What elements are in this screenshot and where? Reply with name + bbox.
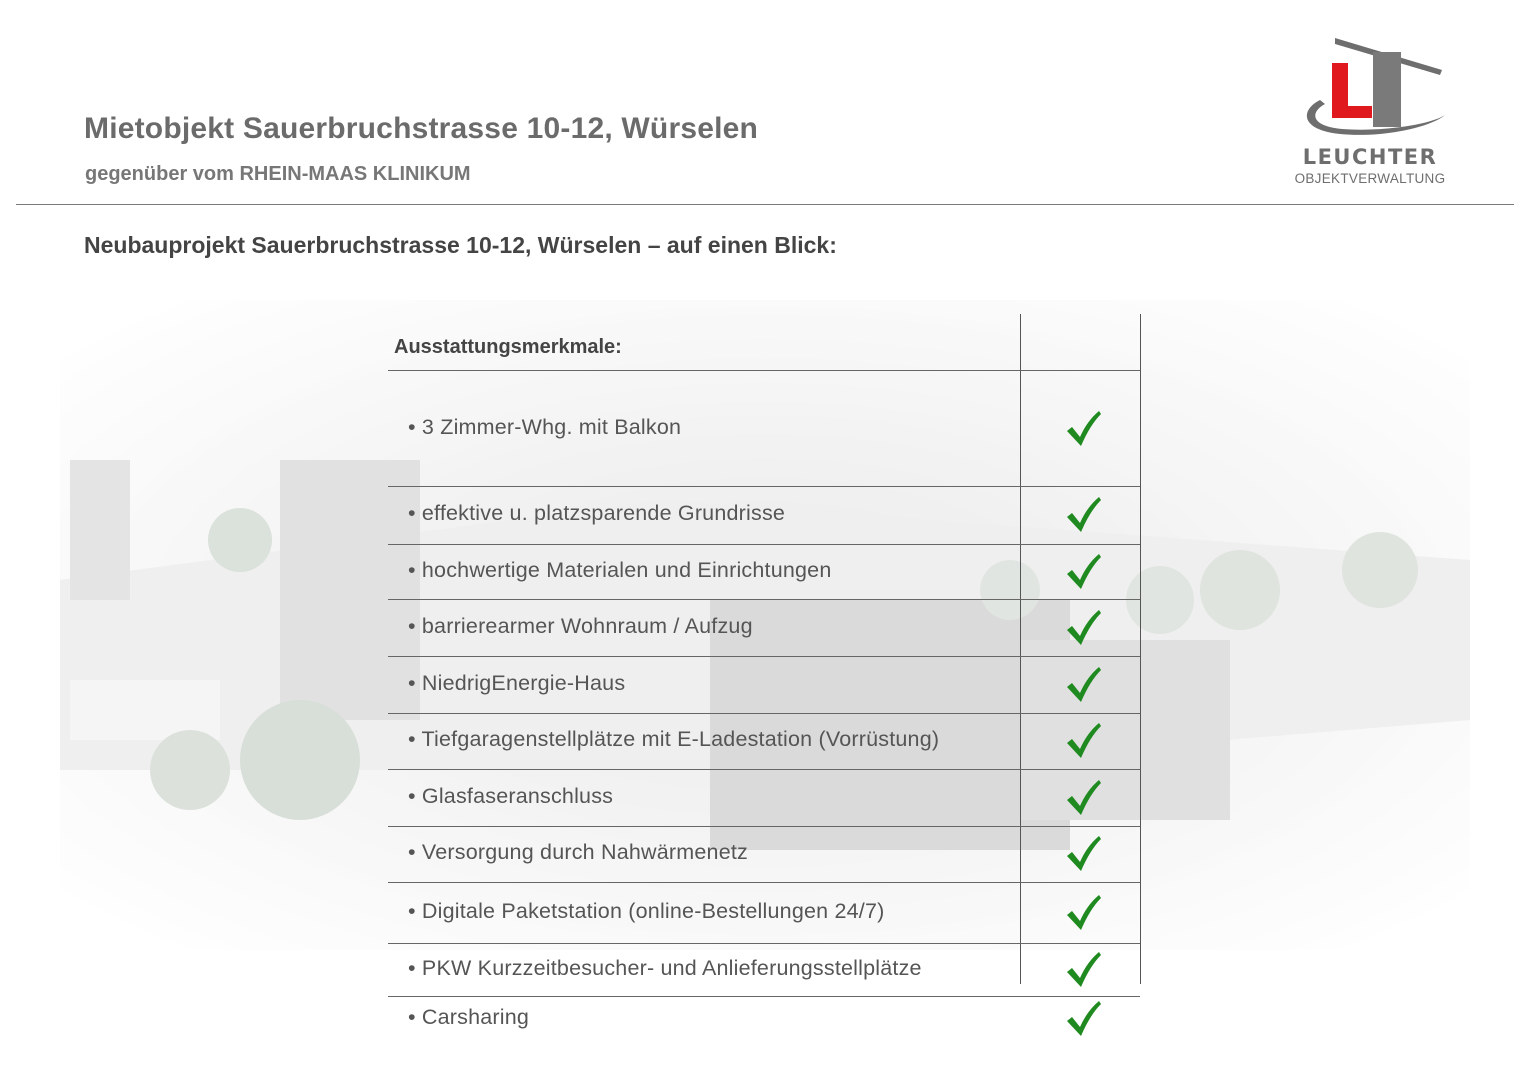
checkmark-icon <box>1063 721 1103 761</box>
checkmark-icon <box>1063 778 1103 818</box>
checkmark-icon <box>1063 665 1103 705</box>
row-divider <box>388 656 1140 657</box>
checkmark-icon <box>1063 893 1103 933</box>
checkmark-icon <box>1063 999 1103 1039</box>
column-divider <box>1020 314 1021 984</box>
checkmark-icon <box>1063 495 1103 535</box>
feature-label: • Carsharing <box>408 1005 530 1029</box>
logo-wordmark: LEUCHTER <box>1302 145 1438 169</box>
checkmark-icon <box>1063 608 1103 648</box>
row-divider <box>388 599 1140 600</box>
feature-label: • barrierearmer Wohnraum / Aufzug <box>408 613 753 638</box>
checkmark-icon <box>1063 552 1103 592</box>
features-table <box>388 314 1143 1029</box>
row-divider <box>388 943 1140 944</box>
row-divider <box>388 713 1140 714</box>
row-divider <box>388 544 1140 545</box>
feature-label: • hochwertige Materialen und Einrichtungen <box>408 557 832 582</box>
table-right-border <box>1140 314 1141 984</box>
checkmark-icon <box>1063 950 1103 990</box>
header-row-divider <box>388 370 1140 371</box>
checkmark-icon <box>1063 834 1103 874</box>
row-divider <box>388 882 1140 883</box>
feature-label: • 3 Zimmer-Whg. mit Balkon <box>408 415 682 439</box>
row-divider <box>388 826 1140 827</box>
feature-label: • PKW Kurzzeitbesucher- und Anlieferungsstellplätze <box>408 955 922 980</box>
feature-label: • Digitale Paketstation (online-Bestellungen 24/7) <box>408 898 885 923</box>
feature-label: • effektive u. platzsparende Grundrisse <box>408 501 786 525</box>
header-divider <box>16 204 1514 205</box>
table-header: Ausstattungsmerkmale: <box>394 336 622 358</box>
feature-label: • Versorgung durch Nahwärmenetz <box>408 840 748 864</box>
checkmark-icon <box>1063 409 1103 449</box>
logo-tagline: OBJEKTVERWALTUNG <box>1294 171 1446 186</box>
page-subtitle: gegenüber vom RHEIN-MAAS KLINIKUM <box>85 163 471 185</box>
feature-label: • Glasfaseranschluss <box>408 783 614 808</box>
row-divider <box>388 996 1140 997</box>
section-title: Neubauprojekt Sauerbruchstrasse 10-12, Würselen – auf einen Blick: <box>84 232 837 258</box>
row-divider <box>388 486 1140 487</box>
row-divider <box>388 769 1140 770</box>
feature-label: • Tiefgaragenstellplätze mit E-Ladestation (Vorrüstung) <box>408 727 940 751</box>
feature-label: • NiedrigEnergie-Haus <box>408 670 626 695</box>
page-title: Mietobjekt Sauerbruchstrasse 10-12, Würselen <box>84 112 759 145</box>
